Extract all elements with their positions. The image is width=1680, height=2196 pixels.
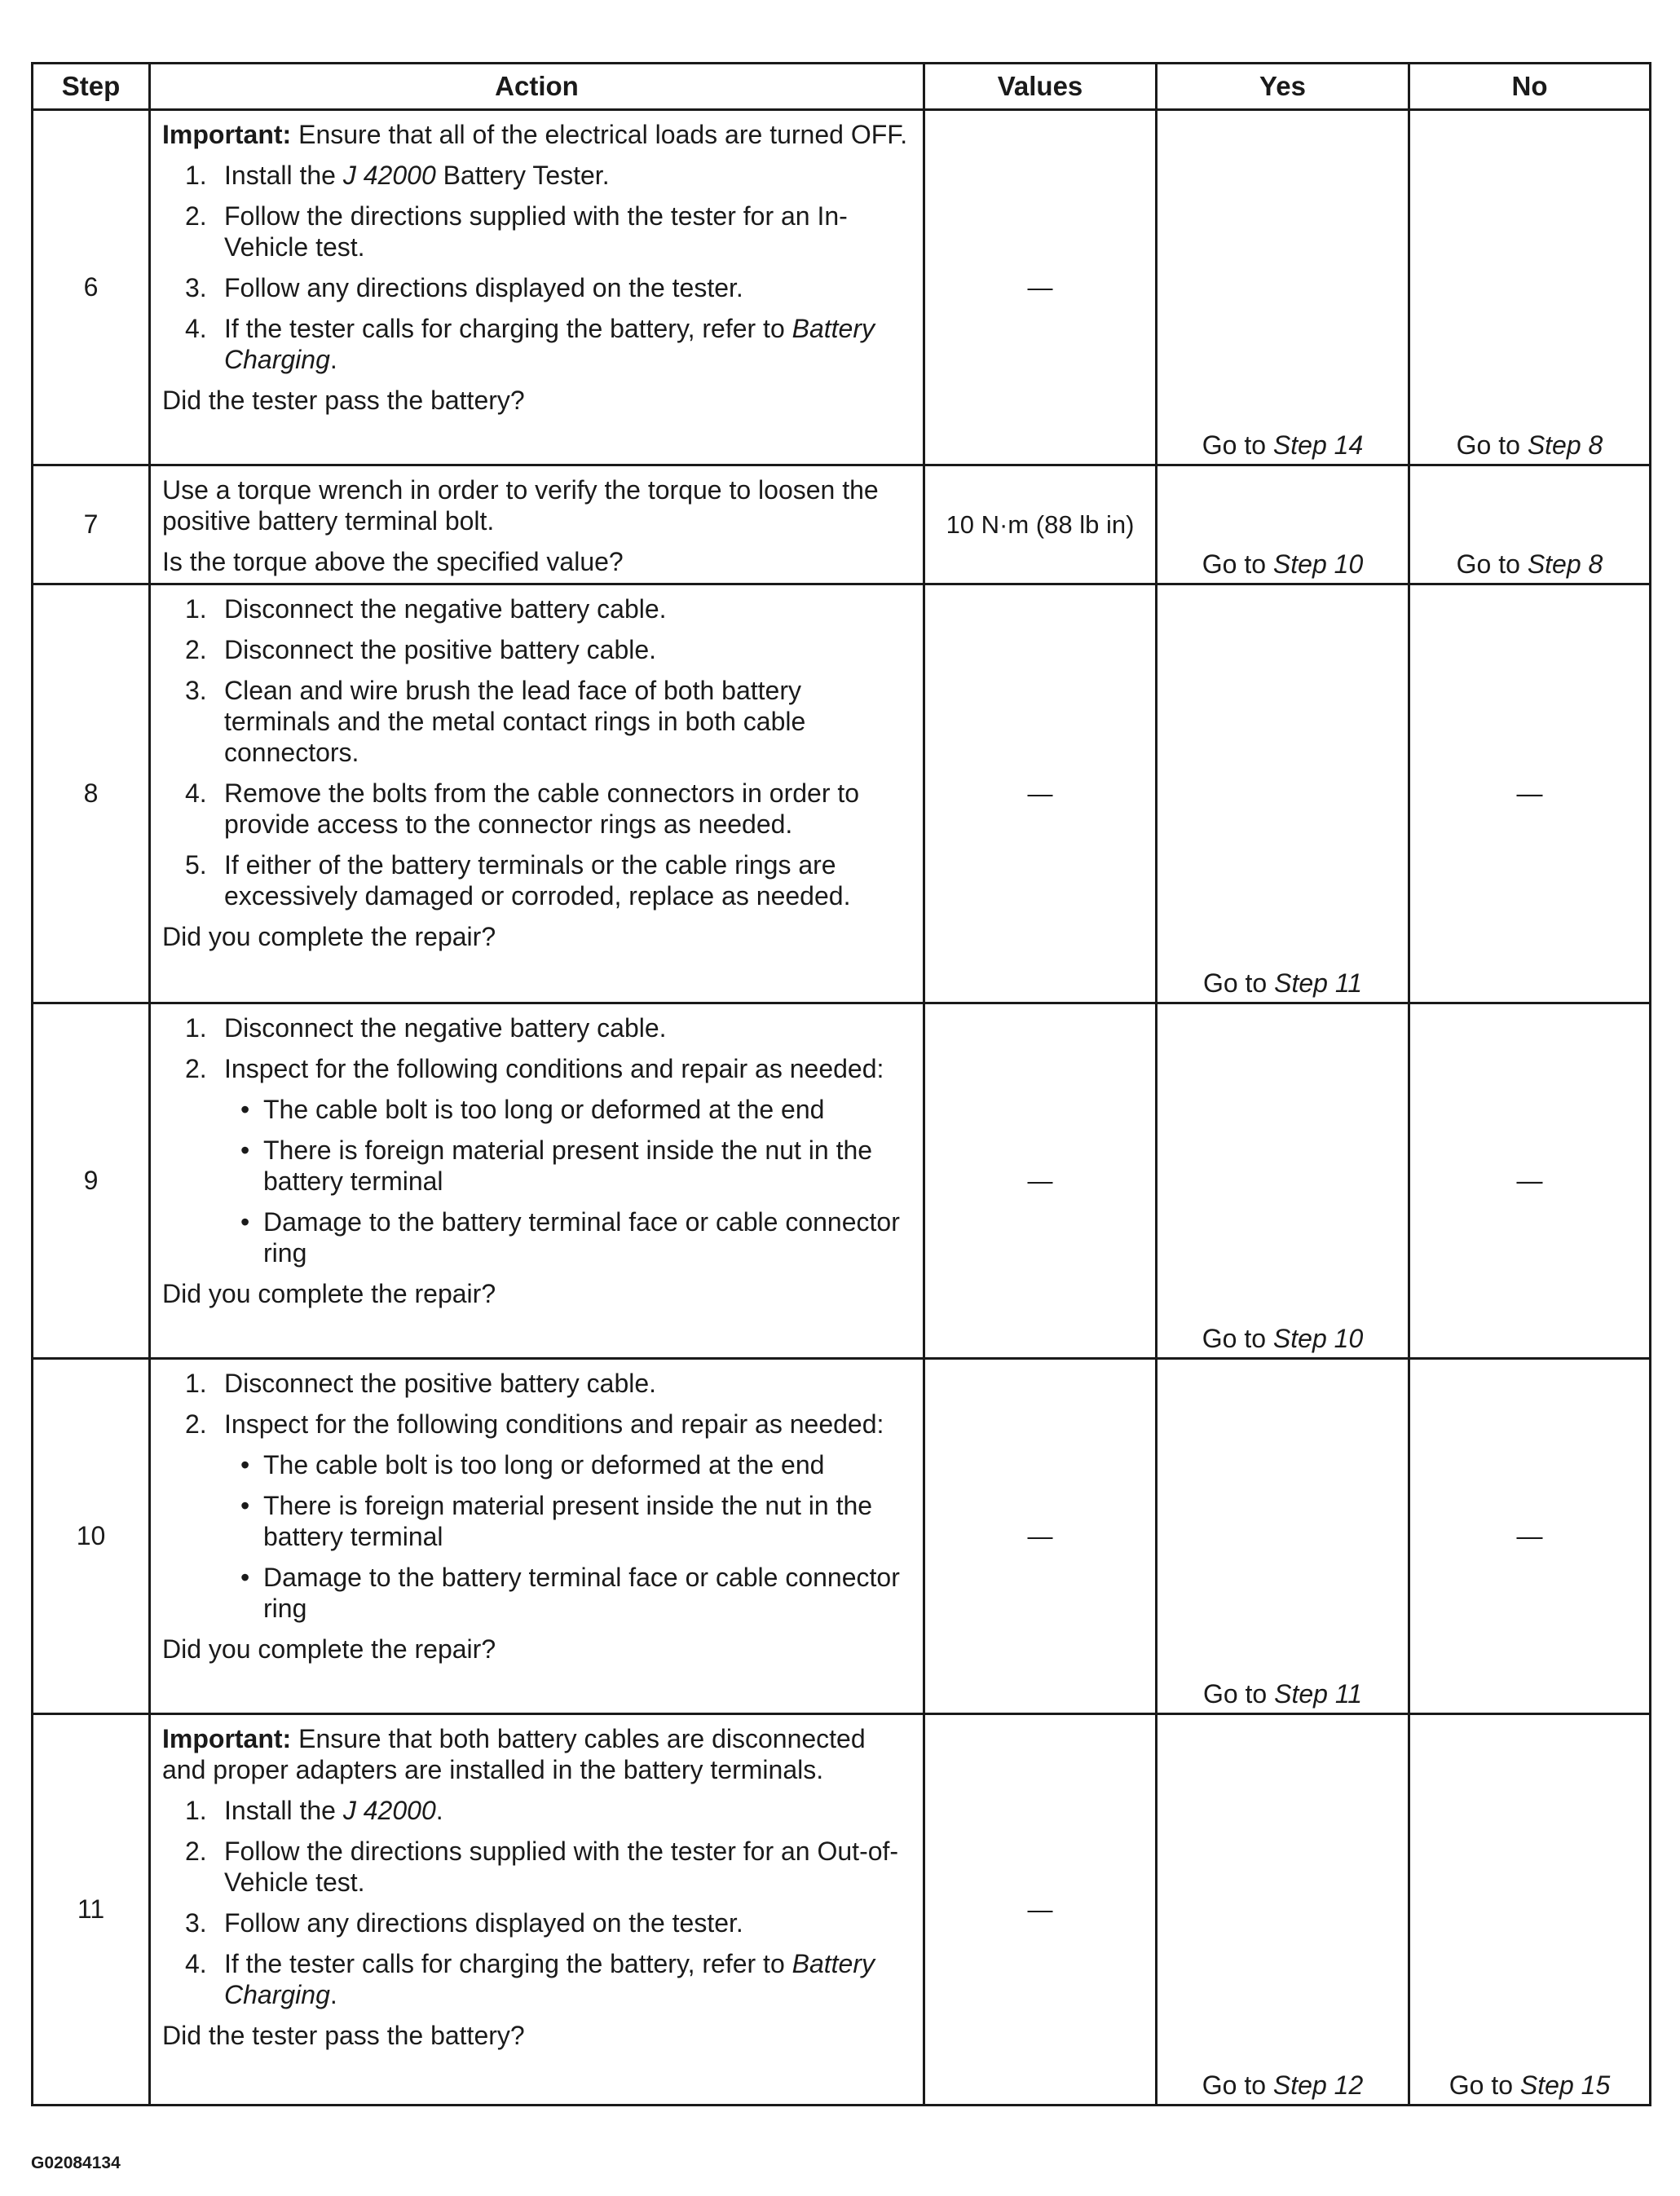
procedure-list xyxy=(162,593,913,911)
step-reference: Step 12 xyxy=(1272,2070,1364,2100)
bullet-text: There is foreign material present inside the nut in the battery terminal xyxy=(263,1491,873,1551)
goto-text: Go to xyxy=(1449,2070,1520,2100)
bullet-icon: • xyxy=(240,1491,250,1520)
table-row xyxy=(33,584,1651,1003)
goto-text: Go to xyxy=(1202,1324,1273,1353)
step-reference: Step 8 xyxy=(1527,430,1603,460)
important-text: Ensure that all of the electrical loads are turned OFF. xyxy=(291,120,908,149)
no-cell: — xyxy=(1409,1359,1651,1714)
bullet-text: There is foreign material present inside the nut in the battery terminal xyxy=(263,1135,873,1196)
table-row xyxy=(33,110,1651,465)
question-text: Did the tester pass the battery? xyxy=(162,2021,525,2050)
item-text: Remove the bolts from the cable connectors in order to provide access to the connector rings as needed. xyxy=(224,778,860,839)
goto-text: Go to xyxy=(1202,1679,1275,1709)
no-cell: — xyxy=(1409,1003,1651,1359)
no-cell xyxy=(1409,110,1651,465)
step-reference: Step 10 xyxy=(1272,549,1364,579)
item-text: Install the xyxy=(224,161,343,190)
item-number: 4. xyxy=(185,778,207,808)
question-text: Did you complete the repair? xyxy=(162,1634,496,1664)
no-cell xyxy=(1409,1714,1651,2106)
step-reference: Step 11 xyxy=(1274,968,1363,998)
list-item xyxy=(162,201,913,262)
list-item xyxy=(162,593,913,624)
goto-text: Go to xyxy=(1456,549,1528,579)
item-number: 2. xyxy=(185,1054,207,1083)
bullet-icon: • xyxy=(240,1563,250,1592)
item-number: 2. xyxy=(185,1409,207,1439)
action-cell xyxy=(150,465,924,584)
question-text: Is the torque above the specified value? xyxy=(162,547,624,576)
list-item xyxy=(162,1012,913,1043)
diagnostic-table xyxy=(31,62,1651,2106)
item-text: . xyxy=(329,345,337,374)
condition-list xyxy=(224,1094,913,1268)
important-text: Ensure that both battery cables are disconnected and proper adapters are installed in the battery terminals. xyxy=(162,1724,866,1784)
item-number: 5. xyxy=(185,850,207,880)
action-cell xyxy=(150,110,924,465)
bullet-item xyxy=(224,1562,913,1624)
step-reference: Step 10 xyxy=(1272,1324,1364,1353)
important-label: Important: xyxy=(162,120,292,149)
figure-code: G02084134 xyxy=(31,2154,121,2172)
bullet-text: The cable bolt is too long or deformed at the end xyxy=(263,1450,825,1479)
yes-cell xyxy=(1157,1359,1409,1714)
table-header-row xyxy=(33,64,1651,110)
action-cell xyxy=(150,1714,924,2106)
important-note xyxy=(162,1723,913,1785)
tool-reference: J 42000 xyxy=(342,161,436,190)
item-text: Clean and wire brush the lead face of both battery terminals and the metal contact rings in both cable connectors. xyxy=(224,676,806,767)
step-number: 9 xyxy=(33,1003,150,1359)
item-text: Install the xyxy=(224,1796,343,1825)
goto-text: Go to xyxy=(1202,2070,1273,2100)
list-item xyxy=(162,634,913,665)
step-reference: Step 14 xyxy=(1272,430,1364,460)
item-text: If the tester calls for charging the battery, refer to xyxy=(224,1949,792,1978)
item-number: 4. xyxy=(185,1949,207,1978)
yes-cell xyxy=(1157,110,1409,465)
item-number: 3. xyxy=(185,273,207,302)
table-row xyxy=(33,1003,1651,1359)
question-text: Did you complete the repair? xyxy=(162,922,496,951)
value-cell: — xyxy=(924,110,1157,465)
step-number: 10 xyxy=(33,1359,150,1714)
item-text: Disconnect the negative battery cable. xyxy=(224,594,667,624)
item-text: . xyxy=(435,1796,443,1825)
value-cell: — xyxy=(924,584,1157,1003)
step-reference: Step 8 xyxy=(1527,549,1603,579)
item-text: Inspect for the following conditions and repair as needed: xyxy=(224,1409,884,1439)
item-text: Follow any directions displayed on the tester. xyxy=(224,1908,743,1938)
yes-cell xyxy=(1157,584,1409,1003)
list-item xyxy=(162,778,913,840)
procedure-list xyxy=(162,1012,913,1268)
bullet-item xyxy=(224,1135,913,1197)
item-number: 3. xyxy=(185,1908,207,1938)
procedure-reference: Battery Charging xyxy=(224,314,875,374)
header-yes: Yes xyxy=(1157,64,1409,110)
item-number: 1. xyxy=(185,1013,207,1043)
bullet-item xyxy=(224,1094,913,1125)
table-row xyxy=(33,1714,1651,2106)
list-item xyxy=(162,849,913,911)
value-cell: 10 N·m (88 lb in) xyxy=(924,465,1157,584)
item-text: If either of the battery terminals or the cable rings are excessively damaged or corroded, replace as needed. xyxy=(224,850,851,911)
bullet-item xyxy=(224,1449,913,1480)
action-cell xyxy=(150,584,924,1003)
bullet-item xyxy=(224,1206,913,1268)
item-text: Disconnect the negative battery cable. xyxy=(224,1013,667,1043)
step-reference: Step 11 xyxy=(1274,1679,1363,1709)
no-cell xyxy=(1409,465,1651,584)
item-number: 2. xyxy=(185,635,207,664)
list-item xyxy=(162,1053,913,1268)
bullet-item xyxy=(224,1490,913,1552)
header-step: Step xyxy=(33,64,150,110)
goto-text: Go to xyxy=(1202,968,1275,998)
important-label: Important: xyxy=(162,1724,292,1753)
step-number: 6 xyxy=(33,110,150,465)
tool-reference: J 42000 xyxy=(342,1796,436,1825)
question-text: Did you complete the repair? xyxy=(162,1279,496,1308)
item-number: 2. xyxy=(185,1837,207,1866)
action-cell xyxy=(150,1003,924,1359)
step-number: 8 xyxy=(33,584,150,1003)
list-item xyxy=(162,1907,913,1938)
item-text: Follow any directions displayed on the tester. xyxy=(224,273,743,302)
action-text: Use a torque wrench in order to verify the torque to loosen the positive battery terminal bolt. xyxy=(162,475,879,536)
item-number: 1. xyxy=(185,594,207,624)
question-text: Did the tester pass the battery? xyxy=(162,386,525,415)
item-text: Follow the directions supplied with the tester for an In-Vehicle test. xyxy=(224,201,848,262)
item-text: Disconnect the positive battery cable. xyxy=(224,635,657,664)
item-text: Disconnect the positive battery cable. xyxy=(224,1369,657,1398)
yes-cell xyxy=(1157,1714,1409,2106)
item-text: . xyxy=(329,1980,337,2009)
bullet-text: Damage to the battery terminal face or cable connector ring xyxy=(263,1563,900,1623)
item-number: 1. xyxy=(185,1796,207,1825)
list-item xyxy=(162,1409,913,1624)
bullet-icon: • xyxy=(240,1135,250,1165)
list-item xyxy=(162,1368,913,1399)
important-note xyxy=(162,119,913,150)
value-cell: — xyxy=(924,1359,1157,1714)
item-text: Follow the directions supplied with the tester for an Out-of-Vehicle test. xyxy=(224,1837,899,1897)
item-number: 1. xyxy=(185,1369,207,1398)
goto-text: Go to xyxy=(1202,549,1273,579)
bullet-text: Damage to the battery terminal face or cable connector ring xyxy=(263,1207,900,1268)
procedure-list xyxy=(162,1795,913,2010)
condition-list xyxy=(224,1449,913,1624)
item-number: 1. xyxy=(185,161,207,190)
yes-cell xyxy=(1157,1003,1409,1359)
list-item xyxy=(162,1836,913,1898)
action-cell xyxy=(150,1359,924,1714)
item-text: Battery Tester. xyxy=(435,161,610,190)
step-reference: Step 15 xyxy=(1519,2070,1611,2100)
header-action: Action xyxy=(150,64,924,110)
list-item xyxy=(162,313,913,375)
step-number: 11 xyxy=(33,1714,150,2106)
item-number: 3. xyxy=(185,676,207,705)
bullet-icon: • xyxy=(240,1095,250,1124)
list-item xyxy=(162,1948,913,2010)
list-item xyxy=(162,272,913,303)
table-row xyxy=(33,1359,1651,1714)
item-number: 4. xyxy=(185,314,207,343)
table-row xyxy=(33,465,1651,584)
goto-text: Go to xyxy=(1202,430,1273,460)
value-cell: — xyxy=(924,1714,1157,2106)
item-number: 2. xyxy=(185,201,207,231)
bullet-icon: • xyxy=(240,1450,250,1479)
yes-cell xyxy=(1157,465,1409,584)
step-number: 7 xyxy=(33,465,150,584)
no-cell: — xyxy=(1409,584,1651,1003)
bullet-icon: • xyxy=(240,1207,250,1237)
goto-text: Go to xyxy=(1456,430,1528,460)
procedure-list xyxy=(162,1368,913,1624)
value-cell: — xyxy=(924,1003,1157,1359)
item-text: Inspect for the following conditions and repair as needed: xyxy=(224,1054,884,1083)
procedure-reference: Battery Charging xyxy=(224,1949,875,2009)
list-item xyxy=(162,160,913,191)
procedure-list xyxy=(162,160,913,375)
header-values: Values xyxy=(924,64,1157,110)
list-item xyxy=(162,675,913,768)
header-no: No xyxy=(1409,64,1651,110)
list-item xyxy=(162,1795,913,1826)
item-text: If the tester calls for charging the battery, refer to xyxy=(224,314,792,343)
bullet-text: The cable bolt is too long or deformed at the end xyxy=(263,1095,825,1124)
